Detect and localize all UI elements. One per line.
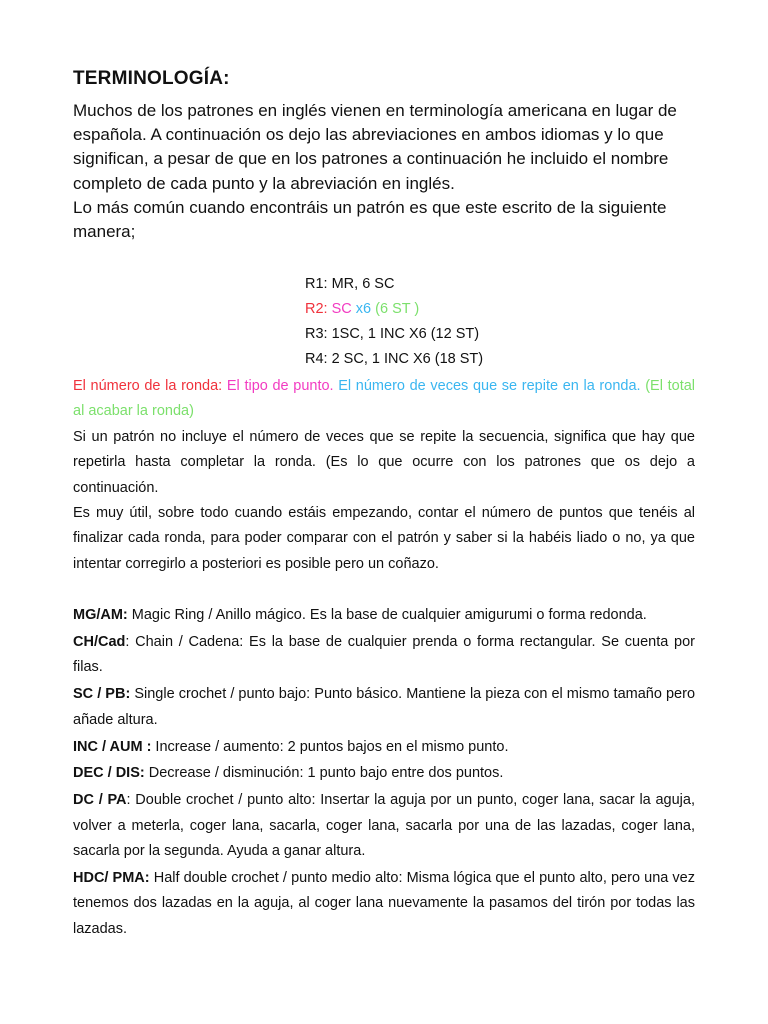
pattern-example <box>305 272 483 372</box>
term-description: Magic Ring / Anillo mágico. Es la base de cualquier amigurumi o forma redonda. <box>127 607 647 623</box>
term-description: : Double crochet / punto alto: Insertar la aguja por un punto, coger lana, sacar la aguja, volver a meterla, coger lana, sacarla, coger lana, sacarla por una de las lazadas, coger lana, sacarla por la segunda. Ayuda a ganar altura. <box>73 792 695 860</box>
term-item <box>73 866 695 942</box>
example-row-3: R3: 1SC, 1 INC X6 (12 ST) <box>305 326 480 342</box>
example-row-4: R4: 2 SC, 1 INC X6 (18 ST) <box>305 351 484 367</box>
legend-stitch: El tipo de punto. <box>226 378 334 394</box>
term-item <box>73 761 695 786</box>
term-item <box>73 630 695 681</box>
intro-paragraph: Lo más común cuando encontráis un patrón es que este escrito de la siguiente manera; <box>73 197 667 242</box>
legend-round: El número de la ronda: <box>73 378 223 394</box>
intro-section <box>73 99 699 244</box>
example-times-label: x6 <box>355 301 372 317</box>
legend-total: (El total al acabar la ronda) <box>73 378 696 420</box>
term-abbreviation: SC / PB: <box>73 686 131 703</box>
term-abbreviation: DEC / DIS: <box>73 765 145 782</box>
term-description: Increase / aumento: 2 puntos bajos en el mismo punto. <box>151 738 509 755</box>
term-item <box>73 788 695 864</box>
term-description: : Chain / Cadena: Es la base de cualquier prenda o forma rectangular. Se cuenta por filas. <box>73 633 695 676</box>
color-legend <box>73 374 695 425</box>
body-paragraph: Es muy útil, sobre todo cuando estáis empezando, contar el número de puntos que tenéis al finalizar cada ronda, para poder comparar con el patrón y saber si la habéis liado o no, ya que intentar corregirlo a posteriori es posible pero un coñazo. <box>73 505 695 572</box>
page-title: TERMINOLOGÍA: <box>73 68 230 89</box>
term-item <box>73 682 695 733</box>
legend-times: El número de veces que se repite en la ronda. <box>338 378 641 394</box>
term-description: Single crochet / punto bajo: Punto básico. Mantiene la pieza con el mismo tamaño pero añade altura. <box>73 686 696 728</box>
term-item <box>73 603 695 628</box>
explanation-section <box>73 374 695 577</box>
term-abbreviation: MG/AM: <box>73 607 128 623</box>
example-round-label: R2: <box>305 301 328 317</box>
term-description: Decrease / disminución: 1 punto bajo entre dos puntos. <box>144 765 504 782</box>
example-total-label: (6 ST ) <box>375 301 420 317</box>
body-paragraph: Si un patrón no incluye el número de veces que se repite la secuencia, significa que hay que repetirla hasta completar la ronda. (Es lo que ocurre con los patrones que os dejo a continuación. <box>73 428 695 496</box>
example-row-2 <box>305 297 483 322</box>
term-abbreviation: DC / PA <box>73 792 127 809</box>
term-abbreviation: INC / AUM : <box>73 738 152 755</box>
terms-list <box>73 603 695 944</box>
term-abbreviation: CH/Cad <box>73 633 126 650</box>
example-row-1: R1: MR, 6 SC <box>305 276 395 292</box>
term-item <box>73 735 695 760</box>
term-description: Half double crochet / punto medio alto: Misma lógica que el punto alto, pero una vez tenemos dos lazadas en la aguja, al coger lana nuevamente la pasamos del tirón por todas las lazadas. <box>73 870 695 937</box>
intro-paragraph: Muchos de los patrones en inglés vienen en terminología americana en lugar de española. A continuación os dejo las abreviaciones en ambos idiomas y lo que significan, a pesar de que en los patrones a continuación he incluido el nombre completo de cada punto y la abreviación en inglés. <box>73 101 677 193</box>
example-stitch-label: SC <box>331 301 352 317</box>
term-abbreviation: HDC/ PMA: <box>73 870 150 887</box>
